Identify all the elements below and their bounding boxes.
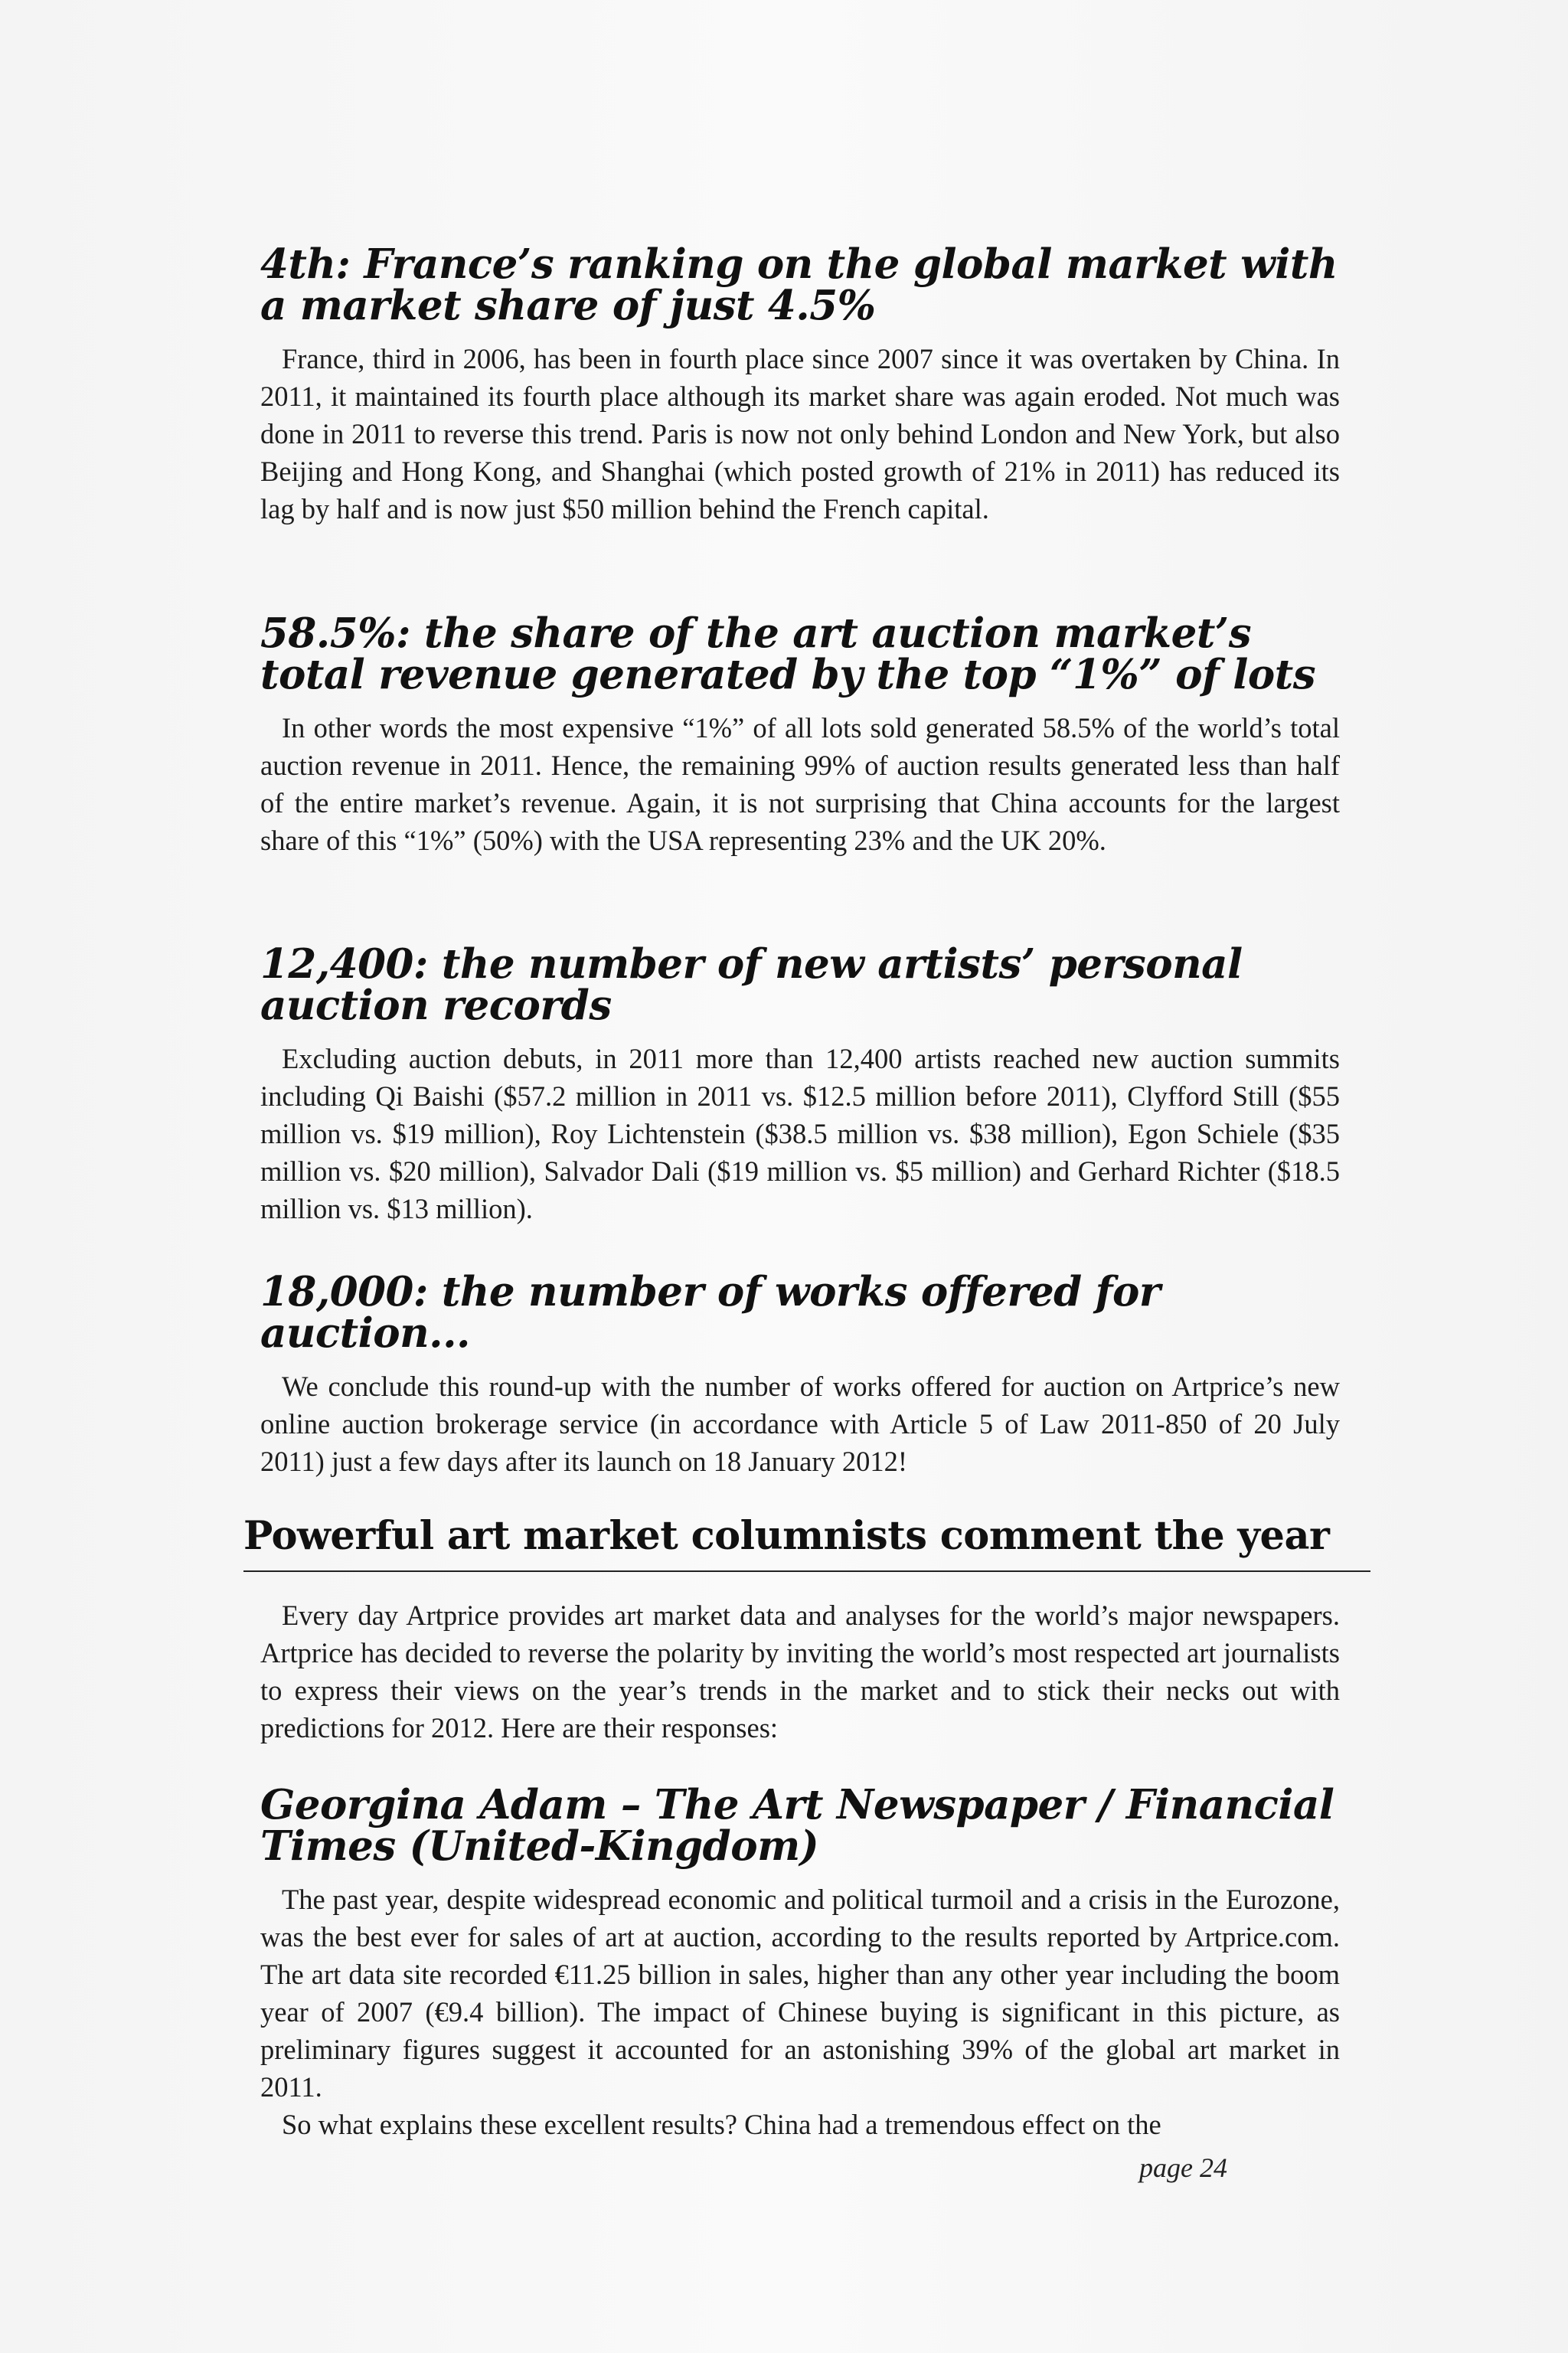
section-paragraph: In other words the most expensive “1%” of all lots sold generated 58.5% of the world’s total auction revenue in 2011. Hence, the remaining 99% of auction results generated less than half of the entire market’s revenue. Again, it is not surprising that China accounts for the largest share of this “1%” (50%) with the USA representing 23% and the UK 20%.: [260, 712, 1340, 856]
columnist-paragraph: So what explains these excellent results? China had a tremendous effect on the: [282, 2109, 1161, 2140]
section-france-ranking: [260, 240, 1340, 528]
columnist-paragraph: The past year, despite widespread economic and political turmoil and a crisis in the Eurozone, was the best ever for sales of art at auction, according to the results reported by Artprice.com. The art data site recorded €11.25 billion in sales, higher than any other year including the boom year of 2007 (€9.4 billion). The impact of Chinese buying is significant in this picture, as preliminary figures suggest it accounted for an astonishing 39% of the global art market in 2011.: [260, 1884, 1340, 2103]
section-works-offered: [260, 1268, 1340, 1480]
columnist-entry-georgina-adam: [260, 1781, 1340, 2143]
section-heading: 58.5%: the share of the art auction market’s total revenue generated by the top “1%” of lots: [260, 609, 1316, 698]
section-heading: 12,400: the number of new artists’ personal auction records: [260, 940, 1243, 1029]
columnists-intro-paragraph: Every day Artprice provides art market data and analyses for the world’s major newspapers. Artprice has decided to reverse the polarity by inviting the world’s most respected art journalists to express their views on the year’s trends in the market and to stick their necks out with predictions for 2012. Here are their responses:: [260, 1600, 1340, 1744]
section-paragraph: We conclude this round-up with the number of works offered for auction on Artprice’s new online auction brokerage service (in accordance with Article 5 of Law 2011-850 of 20 July 2011) just a few days after its launch on 18 January 2012!: [260, 1371, 1340, 1477]
section-heading: 4th: France’s ranking on the global market with a market share of just 4.5%: [260, 240, 1338, 329]
columnist-heading: Georgina Adam – The Art Newspaper / Financial Times (United-Kingdom): [260, 1781, 1334, 1870]
section-paragraph: France, third in 2006, has been in fourth place since 2007 since it was overtaken by China. In 2011, it maintained its fourth place although its market share was again eroded. Not much was done in 2011 to reverse this trend. Paris is now not only behind London and New York, but also Beijing and Hong Kong, and Shanghai (which posted growth of 21% in 2011) has reduced its lag by half and is now just $50 million behind the French capital.: [260, 343, 1340, 525]
section-paragraph: Excluding auction debuts, in 2011 more than 12,400 artists reached new auction summits including Qi Baishi ($57.2 million in 2011 vs. $12.5 million before 2011), Clyfford Still ($55 million vs. $19 million), Roy Lichtenstein ($38.5 million vs. $38 million), Egon Schiele ($35 million vs. $20 million), Salvador Dali ($19 million vs. $5 million) and Gerhard Richter ($18.5 million vs. $13 million).: [260, 1043, 1340, 1224]
section-top-one-percent: [260, 609, 1340, 859]
columnists-section-title: Powerful art market columnists comment the year: [243, 1512, 1370, 1572]
section-artist-records: [260, 940, 1340, 1227]
section-heading: 18,000: the number of works offered for auction...: [260, 1268, 1161, 1357]
page-number: page 24: [1139, 2152, 1227, 2183]
columnists-intro: [260, 1596, 1340, 1747]
